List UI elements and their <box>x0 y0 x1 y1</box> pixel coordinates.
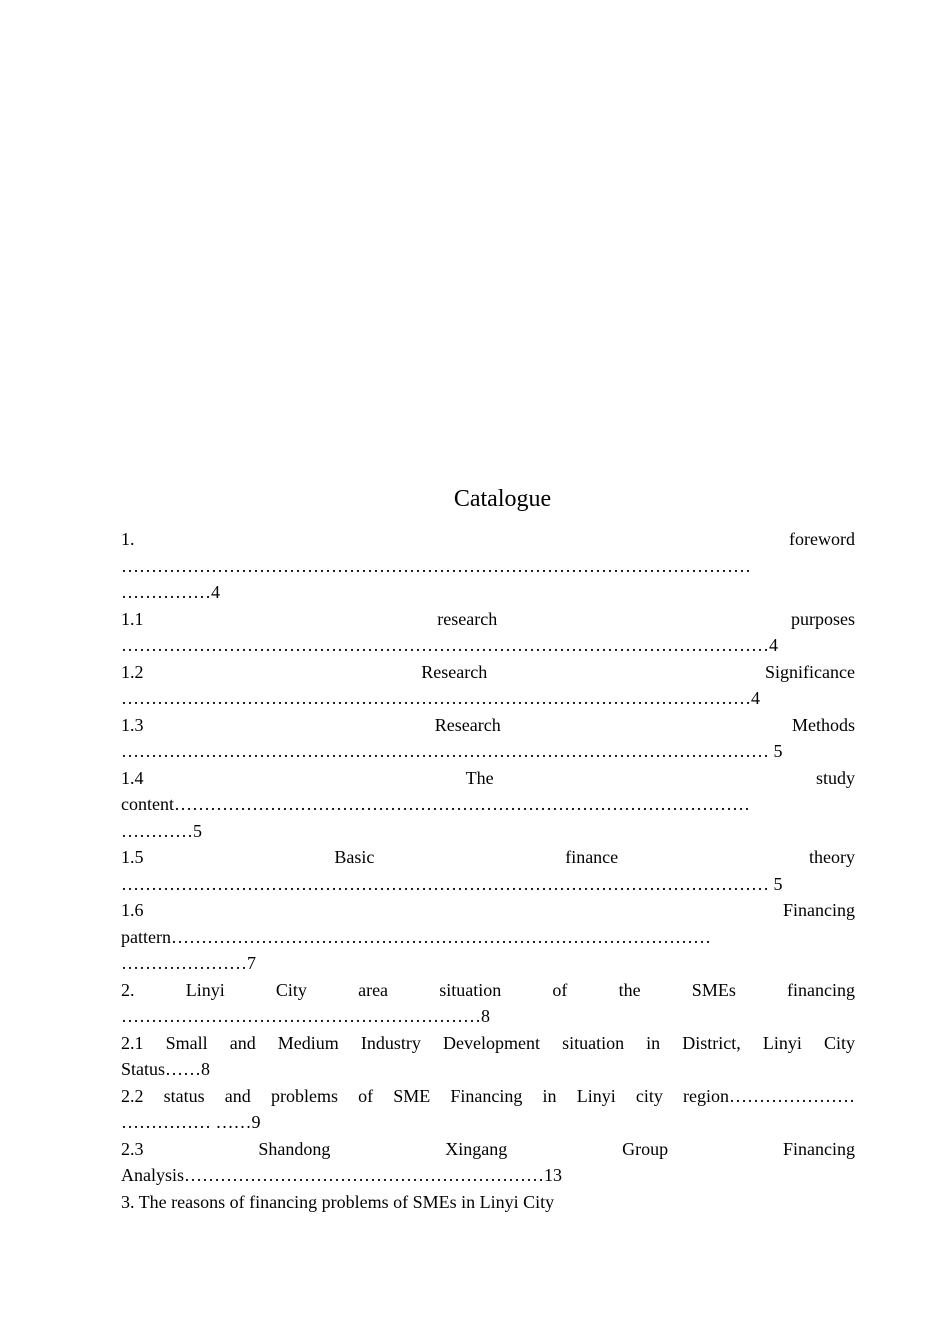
table-of-contents <box>121 526 855 1215</box>
toc-line: 1.5 Basic finance theory <box>121 847 855 867</box>
toc-entry-research-significance[interactable] <box>121 659 855 712</box>
toc-entry-xingang-group[interactable] <box>121 1136 855 1189</box>
toc-entry-foreword[interactable] <box>121 526 855 606</box>
document-title: Catalogue <box>453 486 552 512</box>
toc-leader: Analysis……………………………………………………13 <box>121 1165 562 1185</box>
toc-leader: pattern……………………………………………………………………………… <box>121 926 711 947</box>
toc-line: 2. Linyi City area situation of the SMEs financing <box>121 979 855 1000</box>
toc-line: 1.4 The study <box>121 767 855 788</box>
toc-line: 1. foreword <box>121 529 855 549</box>
toc-leader: …………… ……9 <box>121 1112 261 1132</box>
toc-entry-financing-pattern[interactable] <box>121 897 855 977</box>
toc-line: 1.6 Financing <box>121 900 855 920</box>
toc-leader: ……………………………………………………………………………………………4 <box>121 688 760 708</box>
toc-line: 1.3 Research Methods <box>121 714 855 735</box>
toc-entry-status-and-problems[interactable] <box>121 1083 855 1136</box>
toc-leader: …………………………………………………………………………………………… <box>121 555 751 576</box>
toc-entry-research-purposes[interactable] <box>121 606 855 659</box>
toc-entry-linyi-sme-financing[interactable] <box>121 977 855 1030</box>
toc-entry-study-content[interactable] <box>121 765 855 845</box>
toc-line: 1.2 Research Significance <box>121 661 855 682</box>
toc-line: 2.3 Shandong Xingang Group Financing <box>121 1138 855 1159</box>
toc-entry-research-methods[interactable] <box>121 712 855 765</box>
toc-leader: content…………………………………………………………………………………… <box>121 794 750 814</box>
toc-leader: ………………………………………………………………………………………………4 <box>121 635 778 655</box>
toc-entry-basic-finance-theory[interactable] <box>121 844 855 897</box>
toc-leader: ……………………………………………………………………………………………… 5 <box>121 873 783 894</box>
toc-leader: ……………………………………………………8 <box>121 1006 490 1026</box>
toc-line: 3. The reasons of financing problems of SMEs in Linyi City <box>121 1191 555 1212</box>
toc-entry-financing-reasons[interactable] <box>121 1189 855 1216</box>
toc-leader: Status……8 <box>121 1059 211 1079</box>
toc-leader: …………5 <box>121 820 202 841</box>
toc-leader: …………………7 <box>121 953 256 973</box>
toc-leader: ……………………………………………………………………………………………… 5 <box>121 741 783 761</box>
toc-line: 2.1 Small and Medium Industry Development situation in District, Linyi City <box>121 1032 855 1053</box>
toc-entry-industry-development[interactable] <box>121 1030 855 1083</box>
toc-leader: ……………4 <box>121 582 220 602</box>
toc-line: 2.2 status and problems of SME Financing in Linyi city region………………… <box>121 1085 855 1106</box>
toc-line: 1.1 research purposes <box>121 608 855 629</box>
